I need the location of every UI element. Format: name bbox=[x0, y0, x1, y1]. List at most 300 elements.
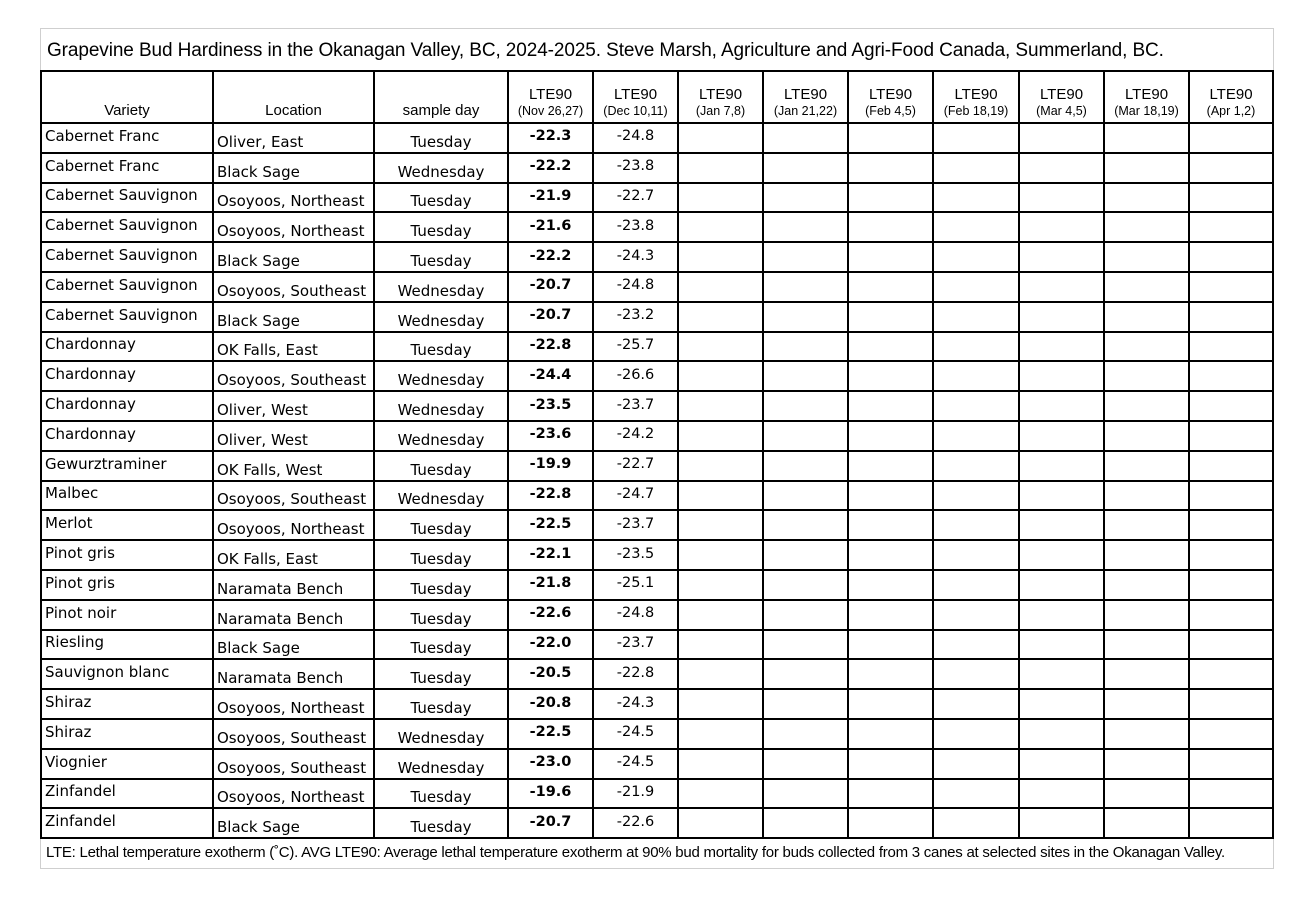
lte90-cell bbox=[763, 570, 848, 600]
lte90-cell bbox=[1104, 779, 1189, 809]
lte90-cell bbox=[848, 332, 933, 362]
lte90-cell bbox=[933, 212, 1019, 242]
table-row bbox=[41, 719, 1273, 749]
lte90-cell bbox=[933, 153, 1019, 183]
lte90-cell: -24.7 bbox=[593, 481, 678, 511]
sample-day-cell: Tuesday bbox=[374, 689, 508, 719]
lte90-cell bbox=[1104, 659, 1189, 689]
lte90-cell: -20.7 bbox=[508, 272, 593, 302]
lte90-cell: -22.8 bbox=[593, 659, 678, 689]
table-row bbox=[41, 779, 1273, 809]
lte90-cell bbox=[1104, 183, 1189, 213]
sample-day-cell: Tuesday bbox=[374, 123, 508, 153]
lte90-cell bbox=[1189, 123, 1273, 153]
variety-cell: Shiraz bbox=[41, 689, 213, 719]
variety-cell: Pinot gris bbox=[41, 570, 213, 600]
lte90-cell bbox=[1189, 719, 1273, 749]
lte90-cell bbox=[763, 451, 848, 481]
header-lte90-date-7: LTE90 (Mar 18,19) bbox=[1104, 71, 1189, 123]
lte90-cell bbox=[678, 808, 763, 838]
lte90-cell bbox=[678, 510, 763, 540]
lte90-cell bbox=[848, 600, 933, 630]
sample-day-cell: Tuesday bbox=[374, 242, 508, 272]
lte90-cell bbox=[763, 600, 848, 630]
lte90-cell bbox=[678, 391, 763, 421]
lte90-cell bbox=[1189, 421, 1273, 451]
lte90-cell bbox=[1104, 808, 1189, 838]
lte90-cell bbox=[1104, 719, 1189, 749]
lte90-cell bbox=[848, 183, 933, 213]
lte90-cell bbox=[678, 630, 763, 660]
lte90-cell: -23.7 bbox=[593, 510, 678, 540]
lte90-cell: -19.9 bbox=[508, 451, 593, 481]
lte90-cell bbox=[1104, 123, 1189, 153]
variety-cell: Viognier bbox=[41, 749, 213, 779]
location-cell: Osoyoos, Northeast bbox=[213, 183, 374, 213]
header-row bbox=[41, 71, 1273, 123]
location-cell: Osoyoos, Southeast bbox=[213, 272, 374, 302]
lte90-cell bbox=[678, 540, 763, 570]
sample-day-cell: Tuesday bbox=[374, 808, 508, 838]
lte90-cell bbox=[763, 659, 848, 689]
lte90-cell: -22.5 bbox=[508, 719, 593, 749]
lte90-cell bbox=[1019, 332, 1104, 362]
variety-cell: Riesling bbox=[41, 630, 213, 660]
lte90-cell bbox=[1189, 361, 1273, 391]
lte90-cell bbox=[848, 153, 933, 183]
lte90-cell bbox=[763, 361, 848, 391]
lte90-cell: -21.9 bbox=[593, 779, 678, 809]
lte90-cell: -26.6 bbox=[593, 361, 678, 391]
lte90-cell: -22.2 bbox=[508, 242, 593, 272]
lte90-cell bbox=[1019, 659, 1104, 689]
lte90-cell bbox=[848, 510, 933, 540]
lte90-cell bbox=[1189, 183, 1273, 213]
lte90-cell bbox=[1104, 600, 1189, 630]
location-cell: Black Sage bbox=[213, 153, 374, 183]
sample-day-cell: Tuesday bbox=[374, 570, 508, 600]
lte90-cell bbox=[933, 183, 1019, 213]
lte90-cell: -24.5 bbox=[593, 749, 678, 779]
lte90-cell bbox=[848, 272, 933, 302]
lte90-cell bbox=[848, 630, 933, 660]
table-row bbox=[41, 391, 1273, 421]
table-row bbox=[41, 451, 1273, 481]
lte90-cell bbox=[848, 242, 933, 272]
header-lte90-date-1: LTE90 (Dec 10,11) bbox=[593, 71, 678, 123]
lte90-cell bbox=[933, 630, 1019, 660]
variety-cell: Cabernet Franc bbox=[41, 123, 213, 153]
variety-cell: Gewurztraminer bbox=[41, 451, 213, 481]
lte90-cell: -22.6 bbox=[593, 808, 678, 838]
lte90-cell bbox=[848, 451, 933, 481]
lte90-cell bbox=[1104, 153, 1189, 183]
lte90-cell bbox=[933, 332, 1019, 362]
lte90-cell: -23.0 bbox=[508, 749, 593, 779]
sample-day-cell: Tuesday bbox=[374, 630, 508, 660]
sample-day-cell: Tuesday bbox=[374, 451, 508, 481]
location-cell: Black Sage bbox=[213, 808, 374, 838]
lte90-cell bbox=[1019, 510, 1104, 540]
table-row bbox=[41, 689, 1273, 719]
lte90-cell bbox=[1189, 630, 1273, 660]
lte90-cell: -22.7 bbox=[593, 451, 678, 481]
lte90-cell: -20.5 bbox=[508, 659, 593, 689]
lte90-cell bbox=[763, 689, 848, 719]
lte90-cell bbox=[1019, 570, 1104, 600]
lte90-cell: -23.8 bbox=[593, 153, 678, 183]
header-lte90-date-4: LTE90 (Feb 4,5) bbox=[848, 71, 933, 123]
lte90-cell bbox=[763, 123, 848, 153]
lte90-cell: -22.2 bbox=[508, 153, 593, 183]
location-cell: Naramata Bench bbox=[213, 659, 374, 689]
lte90-cell bbox=[678, 421, 763, 451]
sample-day-cell: Wednesday bbox=[374, 749, 508, 779]
lte90-cell bbox=[763, 719, 848, 749]
lte90-cell: -24.4 bbox=[508, 361, 593, 391]
lte90-cell bbox=[1104, 481, 1189, 511]
lte90-cell bbox=[678, 183, 763, 213]
table-row bbox=[41, 332, 1273, 362]
lte90-cell bbox=[678, 451, 763, 481]
lte90-cell bbox=[763, 212, 848, 242]
location-cell: OK Falls, East bbox=[213, 540, 374, 570]
lte90-cell bbox=[678, 272, 763, 302]
table-row bbox=[41, 510, 1273, 540]
lte90-cell: -23.7 bbox=[593, 391, 678, 421]
lte90-cell bbox=[678, 570, 763, 600]
header-sample-day: sample day bbox=[374, 71, 508, 123]
lte90-cell bbox=[1189, 272, 1273, 302]
lte90-cell bbox=[848, 570, 933, 600]
table-row bbox=[41, 481, 1273, 511]
lte90-cell bbox=[1189, 779, 1273, 809]
lte90-cell bbox=[1019, 302, 1104, 332]
lte90-cell bbox=[1104, 451, 1189, 481]
location-cell: Osoyoos, Southeast bbox=[213, 749, 374, 779]
lte90-cell bbox=[1104, 332, 1189, 362]
lte90-cell bbox=[1019, 212, 1104, 242]
lte90-cell bbox=[933, 600, 1019, 630]
table-row bbox=[41, 540, 1273, 570]
lte90-cell bbox=[848, 659, 933, 689]
variety-cell: Chardonnay bbox=[41, 421, 213, 451]
table-body bbox=[41, 123, 1273, 838]
lte90-cell: -24.3 bbox=[593, 242, 678, 272]
lte90-cell bbox=[1019, 779, 1104, 809]
lte90-cell bbox=[1104, 749, 1189, 779]
sample-day-cell: Wednesday bbox=[374, 391, 508, 421]
location-cell: Osoyoos, Southeast bbox=[213, 481, 374, 511]
lte90-cell bbox=[1019, 153, 1104, 183]
lte90-cell: -23.8 bbox=[593, 212, 678, 242]
lte90-cell bbox=[1104, 272, 1189, 302]
lte90-cell bbox=[678, 600, 763, 630]
table-row bbox=[41, 361, 1273, 391]
table-row bbox=[41, 749, 1273, 779]
lte90-cell: -22.0 bbox=[508, 630, 593, 660]
lte90-cell bbox=[933, 779, 1019, 809]
variety-cell: Cabernet Sauvignon bbox=[41, 242, 213, 272]
variety-cell: Chardonnay bbox=[41, 361, 213, 391]
location-cell: Osoyoos, Northeast bbox=[213, 212, 374, 242]
lte90-cell bbox=[763, 391, 848, 421]
lte90-cell: -22.7 bbox=[593, 183, 678, 213]
footnote: LTE: Lethal temperature exotherm (˚C). AVG LTE90: Average lethal temperature exotherm at 90% bud mortality for buds collected from 3 canes at selected sites in the Okanagan Valley. bbox=[40, 839, 1274, 869]
lte90-cell: -21.8 bbox=[508, 570, 593, 600]
sample-day-cell: Tuesday bbox=[374, 659, 508, 689]
lte90-cell bbox=[678, 749, 763, 779]
location-cell: Oliver, East bbox=[213, 123, 374, 153]
sample-day-cell: Wednesday bbox=[374, 302, 508, 332]
lte90-cell bbox=[933, 242, 1019, 272]
lte90-cell: -21.6 bbox=[508, 212, 593, 242]
header-lte90-date-8: LTE90 (Apr 1,2) bbox=[1189, 71, 1273, 123]
lte90-cell: -22.1 bbox=[508, 540, 593, 570]
lte90-cell bbox=[763, 421, 848, 451]
lte90-cell bbox=[1189, 808, 1273, 838]
sample-day-cell: Wednesday bbox=[374, 272, 508, 302]
lte90-cell: -24.8 bbox=[593, 600, 678, 630]
sample-day-cell: Wednesday bbox=[374, 153, 508, 183]
lte90-cell bbox=[933, 481, 1019, 511]
lte90-cell: -22.3 bbox=[508, 123, 593, 153]
lte90-cell bbox=[1104, 391, 1189, 421]
location-cell: Naramata Bench bbox=[213, 600, 374, 630]
lte90-cell: -24.8 bbox=[593, 272, 678, 302]
variety-cell: Zinfandel bbox=[41, 779, 213, 809]
lte90-cell: -21.9 bbox=[508, 183, 593, 213]
header-variety: Variety bbox=[41, 71, 213, 123]
lte90-cell bbox=[933, 689, 1019, 719]
lte90-cell bbox=[1189, 242, 1273, 272]
lte90-cell bbox=[678, 302, 763, 332]
lte90-cell bbox=[1019, 272, 1104, 302]
variety-cell: Pinot gris bbox=[41, 540, 213, 570]
lte90-cell bbox=[763, 481, 848, 511]
lte90-cell: -23.7 bbox=[593, 630, 678, 660]
lte90-cell bbox=[678, 689, 763, 719]
lte90-cell bbox=[678, 481, 763, 511]
lte90-cell: -20.7 bbox=[508, 302, 593, 332]
lte90-cell bbox=[678, 361, 763, 391]
lte90-cell bbox=[848, 749, 933, 779]
lte90-cell bbox=[933, 719, 1019, 749]
lte90-cell bbox=[763, 183, 848, 213]
lte90-cell bbox=[848, 779, 933, 809]
spreadsheet bbox=[40, 28, 1274, 869]
sheet-title: Grapevine Bud Hardiness in the Okanagan Valley, BC, 2024-2025. Steve Marsh, Agriculture and Agri-Food Canada, Summerland, BC. bbox=[40, 28, 1274, 70]
lte90-cell: -22.6 bbox=[508, 600, 593, 630]
header-lte90-date-0: LTE90 (Nov 26,27) bbox=[508, 71, 593, 123]
lte90-cell: -20.8 bbox=[508, 689, 593, 719]
lte90-cell: -25.7 bbox=[593, 332, 678, 362]
lte90-cell bbox=[933, 570, 1019, 600]
lte90-cell bbox=[1189, 481, 1273, 511]
table-row bbox=[41, 659, 1273, 689]
lte90-cell bbox=[1019, 630, 1104, 660]
lte90-cell bbox=[678, 212, 763, 242]
lte90-cell bbox=[1104, 212, 1189, 242]
lte90-cell: -24.8 bbox=[593, 123, 678, 153]
lte90-cell bbox=[848, 719, 933, 749]
lte90-cell bbox=[933, 510, 1019, 540]
lte90-cell bbox=[848, 302, 933, 332]
lte90-cell bbox=[763, 510, 848, 540]
table-row bbox=[41, 123, 1273, 153]
lte90-cell bbox=[848, 212, 933, 242]
lte90-cell bbox=[678, 659, 763, 689]
lte90-cell bbox=[1019, 600, 1104, 630]
sample-day-cell: Tuesday bbox=[374, 540, 508, 570]
location-cell: Osoyoos, Northeast bbox=[213, 779, 374, 809]
variety-cell: Merlot bbox=[41, 510, 213, 540]
sample-day-cell: Tuesday bbox=[374, 212, 508, 242]
location-cell: Black Sage bbox=[213, 242, 374, 272]
lte90-cell bbox=[1019, 481, 1104, 511]
sample-day-cell: Tuesday bbox=[374, 779, 508, 809]
variety-cell: Chardonnay bbox=[41, 391, 213, 421]
lte90-cell bbox=[1019, 391, 1104, 421]
lte90-cell bbox=[933, 123, 1019, 153]
lte90-cell bbox=[763, 242, 848, 272]
location-cell: Osoyoos, Southeast bbox=[213, 361, 374, 391]
lte90-cell bbox=[1189, 153, 1273, 183]
lte90-cell bbox=[1104, 689, 1189, 719]
lte90-cell bbox=[1019, 689, 1104, 719]
lte90-cell: -19.6 bbox=[508, 779, 593, 809]
lte90-cell: -25.1 bbox=[593, 570, 678, 600]
variety-cell: Cabernet Franc bbox=[41, 153, 213, 183]
variety-cell: Malbec bbox=[41, 481, 213, 511]
lte90-cell bbox=[1104, 242, 1189, 272]
table-row bbox=[41, 153, 1273, 183]
lte90-cell bbox=[1019, 361, 1104, 391]
lte90-cell: -24.5 bbox=[593, 719, 678, 749]
lte90-cell bbox=[763, 332, 848, 362]
table-row bbox=[41, 302, 1273, 332]
table-row bbox=[41, 808, 1273, 838]
sample-day-cell: Tuesday bbox=[374, 183, 508, 213]
location-cell: Oliver, West bbox=[213, 391, 374, 421]
lte90-cell bbox=[678, 779, 763, 809]
variety-cell: Cabernet Sauvignon bbox=[41, 212, 213, 242]
table-row bbox=[41, 600, 1273, 630]
lte90-cell bbox=[1104, 510, 1189, 540]
lte90-cell bbox=[848, 481, 933, 511]
lte90-cell: -22.8 bbox=[508, 481, 593, 511]
lte90-cell bbox=[1019, 719, 1104, 749]
location-cell: Osoyoos, Northeast bbox=[213, 689, 374, 719]
table-row bbox=[41, 212, 1273, 242]
lte90-cell: -22.8 bbox=[508, 332, 593, 362]
location-cell: Black Sage bbox=[213, 630, 374, 660]
lte90-cell bbox=[678, 242, 763, 272]
variety-cell: Chardonnay bbox=[41, 332, 213, 362]
lte90-cell bbox=[1019, 749, 1104, 779]
lte90-cell bbox=[1104, 302, 1189, 332]
lte90-cell bbox=[1104, 570, 1189, 600]
lte90-cell bbox=[1189, 212, 1273, 242]
lte90-cell bbox=[1019, 808, 1104, 838]
lte90-cell bbox=[763, 630, 848, 660]
header-location: Location bbox=[213, 71, 374, 123]
lte90-cell bbox=[763, 302, 848, 332]
location-cell: Black Sage bbox=[213, 302, 374, 332]
lte90-cell bbox=[933, 451, 1019, 481]
lte90-cell: -23.6 bbox=[508, 421, 593, 451]
lte90-cell bbox=[848, 361, 933, 391]
table-row bbox=[41, 630, 1273, 660]
lte90-cell bbox=[1189, 302, 1273, 332]
lte90-cell bbox=[1019, 242, 1104, 272]
lte90-cell: -23.2 bbox=[593, 302, 678, 332]
location-cell: Oliver, West bbox=[213, 421, 374, 451]
location-cell: Naramata Bench bbox=[213, 570, 374, 600]
lte90-cell bbox=[933, 421, 1019, 451]
variety-cell: Cabernet Sauvignon bbox=[41, 302, 213, 332]
table-row bbox=[41, 242, 1273, 272]
sample-day-cell: Tuesday bbox=[374, 332, 508, 362]
header-lte90-date-6: LTE90 (Mar 4,5) bbox=[1019, 71, 1104, 123]
lte90-cell bbox=[933, 302, 1019, 332]
lte90-cell bbox=[933, 749, 1019, 779]
header-lte90-date-2: LTE90 (Jan 7,8) bbox=[678, 71, 763, 123]
lte90-cell bbox=[848, 421, 933, 451]
lte90-cell bbox=[1189, 540, 1273, 570]
variety-cell: Pinot noir bbox=[41, 600, 213, 630]
lte90-cell bbox=[848, 808, 933, 838]
lte90-cell: -24.2 bbox=[593, 421, 678, 451]
sample-day-cell: Tuesday bbox=[374, 510, 508, 540]
lte90-cell bbox=[848, 689, 933, 719]
sample-day-cell: Wednesday bbox=[374, 719, 508, 749]
lte90-cell bbox=[1019, 451, 1104, 481]
lte90-cell bbox=[933, 540, 1019, 570]
location-cell: OK Falls, West bbox=[213, 451, 374, 481]
lte90-cell bbox=[848, 391, 933, 421]
lte90-cell: -20.7 bbox=[508, 808, 593, 838]
header-lte90-date-3: LTE90 (Jan 21,22) bbox=[763, 71, 848, 123]
lte90-cell bbox=[1189, 510, 1273, 540]
lte90-cell bbox=[933, 391, 1019, 421]
lte90-cell bbox=[1019, 123, 1104, 153]
table-row bbox=[41, 421, 1273, 451]
lte90-cell bbox=[678, 123, 763, 153]
lte90-cell bbox=[1104, 361, 1189, 391]
header-lte90-date-5: LTE90 (Feb 18,19) bbox=[933, 71, 1019, 123]
lte90-cell bbox=[1189, 749, 1273, 779]
lte90-cell bbox=[763, 779, 848, 809]
sample-day-cell: Wednesday bbox=[374, 481, 508, 511]
table-row bbox=[41, 570, 1273, 600]
lte90-cell: -24.3 bbox=[593, 689, 678, 719]
lte90-cell bbox=[933, 808, 1019, 838]
lte90-cell bbox=[848, 123, 933, 153]
sample-day-cell: Wednesday bbox=[374, 361, 508, 391]
lte90-cell bbox=[763, 749, 848, 779]
lte90-cell bbox=[1189, 391, 1273, 421]
lte90-cell bbox=[763, 153, 848, 183]
lte90-cell bbox=[1104, 421, 1189, 451]
location-cell: OK Falls, East bbox=[213, 332, 374, 362]
variety-cell: Cabernet Sauvignon bbox=[41, 272, 213, 302]
lte90-cell bbox=[1019, 540, 1104, 570]
lte90-cell bbox=[678, 332, 763, 362]
table-row bbox=[41, 272, 1273, 302]
lte90-cell bbox=[1189, 332, 1273, 362]
lte90-cell bbox=[1019, 421, 1104, 451]
